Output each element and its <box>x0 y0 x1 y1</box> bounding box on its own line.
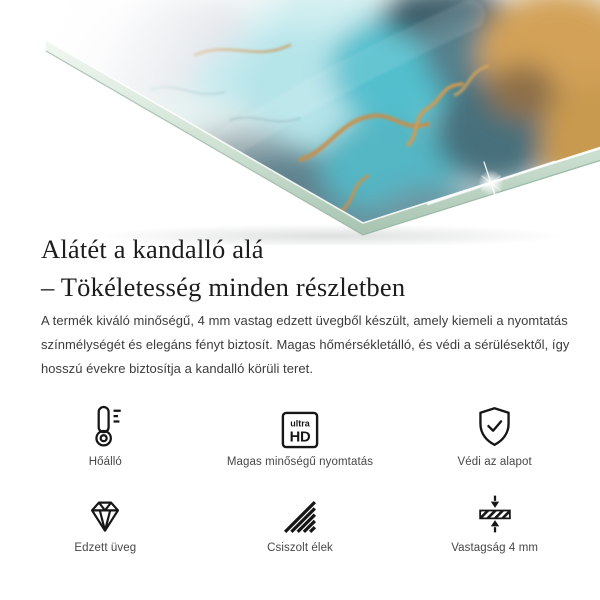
feature-heat-resistant <box>8 401 203 468</box>
feature-tempered-glass <box>8 495 203 554</box>
feature-label: Vastagság 4 mm <box>451 542 539 554</box>
glass-panel-illustration <box>0 0 600 245</box>
feature-label: Magas minőségű nyomtatás <box>226 456 374 468</box>
feature-base-protection <box>397 401 592 468</box>
thermometer-icon <box>87 401 123 449</box>
ultra-hd-icon <box>281 401 319 449</box>
feature-label: Védi az alapot <box>457 456 532 468</box>
marble-artwork <box>0 0 600 245</box>
feature-label: Edzett üveg <box>74 542 137 554</box>
feature-label: Csiszolt élek <box>267 542 333 554</box>
feature-polished-edges <box>203 495 398 554</box>
page-title <box>41 230 405 306</box>
polished-edges-icon <box>282 495 318 535</box>
thickness-icon <box>474 495 516 535</box>
page-title-line1: Alátét a kandalló alá <box>41 234 264 264</box>
svg-text:HD: HD <box>289 429 311 446</box>
product-image <box>0 0 600 245</box>
shield-check-icon <box>472 401 517 449</box>
page-title-line2: – Tökéletesség minden részletben <box>41 272 406 302</box>
feature-grid <box>8 401 592 554</box>
feature-print-quality <box>203 401 398 468</box>
feature-label: Hőálló <box>88 456 122 468</box>
feature-thickness <box>397 495 592 554</box>
product-description: A termék kiváló minőségű, 4 mm vastag edzett üvegből készült, amely kiemeli a nyomtatás színmélységét és elegáns fényt biztosít. Magas hőmérsékletálló, és védi a sérülésektől, így hosszú évekre biztosítja a kandalló körüli teret. <box>41 313 570 376</box>
svg-text:ultra: ultra <box>290 418 310 429</box>
diamond-icon <box>84 495 126 535</box>
